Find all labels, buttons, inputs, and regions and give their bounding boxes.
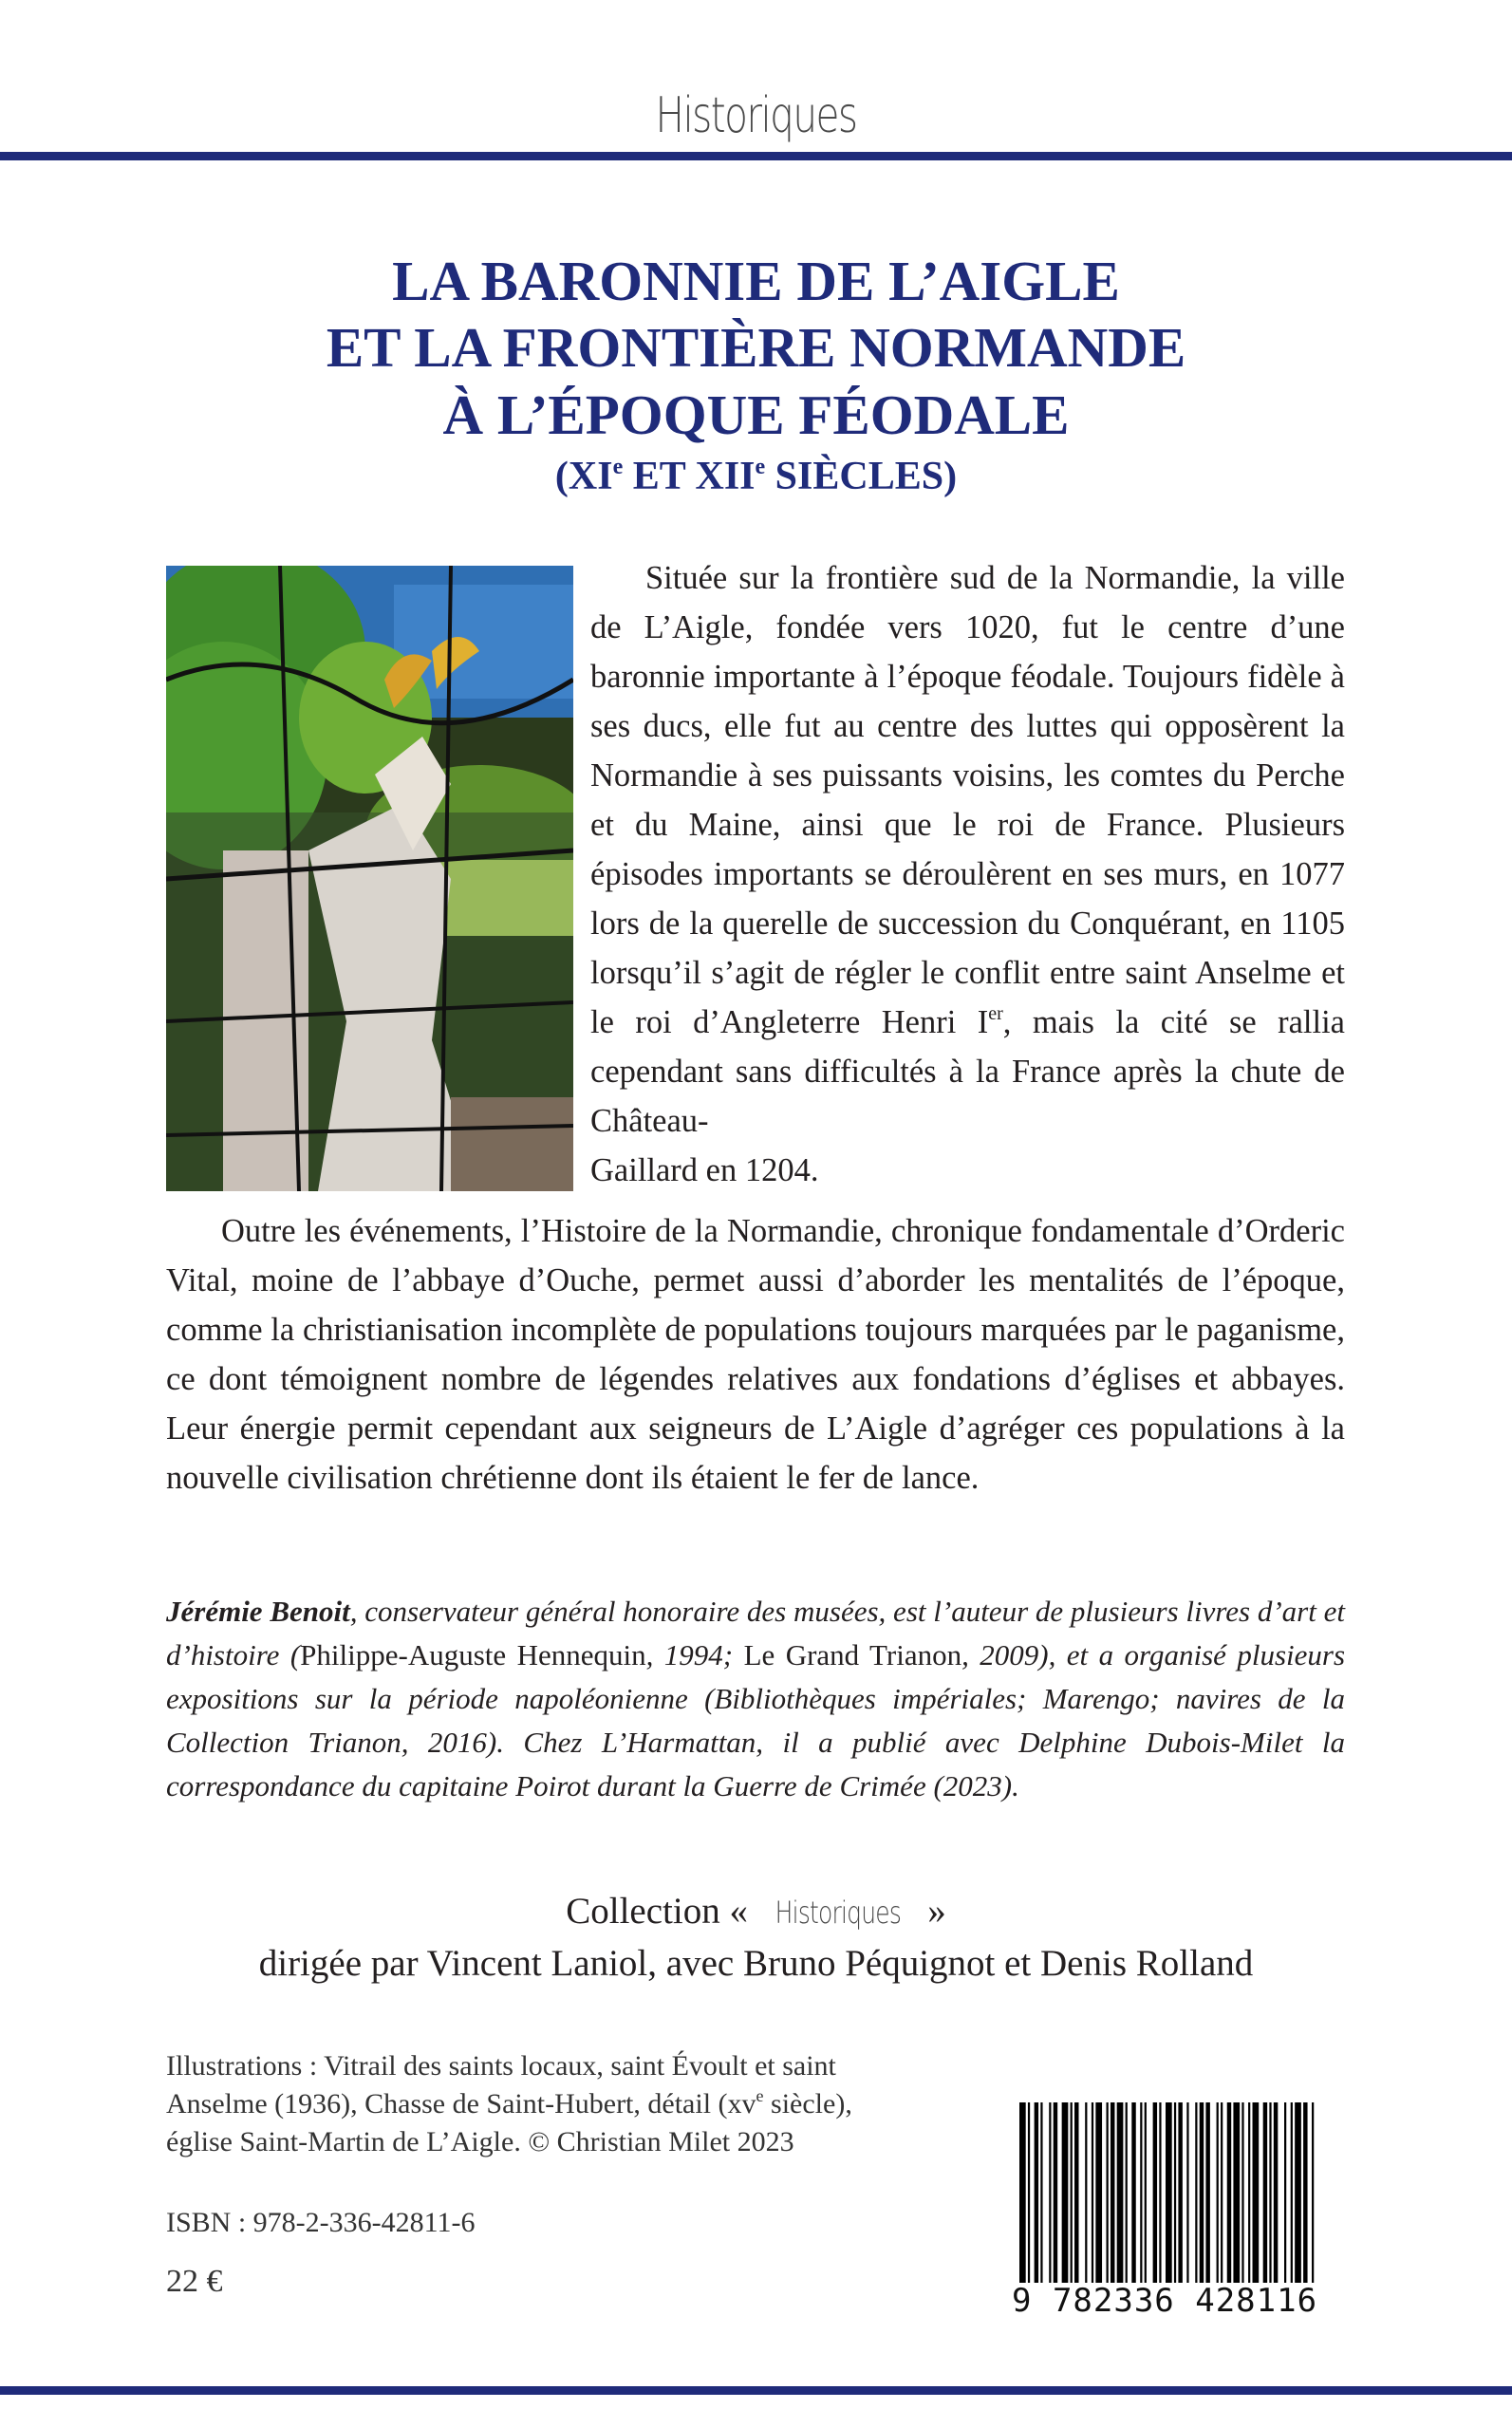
- barcode-bar: [1241, 2102, 1243, 2283]
- collection-line: Collection « Historiques »: [0, 1886, 1512, 1938]
- barcode-bar: [1233, 2102, 1240, 2283]
- barcode-digits: 9 782336 428116: [1012, 2282, 1318, 2320]
- price: 22 €: [166, 2264, 223, 2299]
- barcode-bar: [1107, 2102, 1109, 2283]
- barcode-bar: [1253, 2102, 1260, 2283]
- barcode-bar: [1166, 2102, 1172, 2283]
- author-name: Jérémie Benoit: [166, 1595, 350, 1628]
- barcode-bar: [1040, 2102, 1042, 2283]
- top-rule: [0, 152, 1512, 160]
- barcode-bar: [1312, 2102, 1314, 2283]
- barcode-bar: [1195, 2102, 1197, 2283]
- barcode-bar: [1117, 2102, 1124, 2283]
- barcode-bar: [1178, 2102, 1182, 2283]
- barcode-bar: [1291, 2102, 1293, 2283]
- collection-logo: Historiques: [775, 1895, 901, 1931]
- barcode-bar: [1071, 2102, 1073, 2283]
- paragraph-2: Outre les événements, l’Histoire de la Normandie, chronique fondamentale d’Orderic Vital, moine de l’abbaye d’Ouche, permet aussi d’aborder les mentalités de l’époque, comme la christianisation incomplète de populations toujours marquées par le paganisme, ce dont témoignent nombre de légendes relatives aux fondations d’églises et abbayes. Leur énergie permit cependant aux seigneurs de L’Aigle d’agréger ces populations à la nouvelle civilisation chrétienne dont ils étaient le fer de lance.: [166, 1213, 1345, 1496]
- barcode-bar: [1062, 2102, 1069, 2283]
- series-logo: Historiques: [655, 87, 857, 144]
- barcode-bar: [1186, 2102, 1188, 2283]
- barcode-bar: [1092, 2102, 1093, 2283]
- barcode-bar: [1274, 2102, 1278, 2283]
- barcode-bar: [1111, 2102, 1114, 2283]
- title-line-2: ET LA FRONTIÈRE NORMANDE: [326, 316, 1186, 379]
- barcode-bar: [1054, 2102, 1057, 2283]
- stained-glass-illustration: [166, 566, 573, 1191]
- barcode-bar: [1153, 2102, 1157, 2283]
- barcode-bar: [1095, 2102, 1102, 2283]
- barcode-bar: [1140, 2102, 1142, 2283]
- barcode-bar: [1200, 2102, 1204, 2283]
- isbn: ISBN : 978-2-336-42811-6: [166, 2207, 476, 2238]
- barcode-bar: [1221, 2102, 1223, 2283]
- barcode-bar: [1131, 2102, 1135, 2283]
- intro-last-line: Gaillard en 1204.: [590, 1152, 819, 1188]
- barcode-bar: [1028, 2102, 1030, 2283]
- barcode-bar: [1263, 2102, 1267, 2283]
- barcode-bar: [1269, 2102, 1271, 2283]
- barcode: [1012, 2099, 1347, 2287]
- barcode-bar: [1126, 2102, 1128, 2283]
- collection-directors: dirigée par Vincent Laniol, avec Bruno Péquignot et Denis Rolland: [258, 1943, 1254, 1984]
- barcode-bar: [1217, 2102, 1219, 2283]
- barcode-bar: [1074, 2102, 1078, 2283]
- author-bio: Jérémie Benoit, conservateur général honoraire des musées, est l’auteur de plusieurs livres d’art et d’histoire (Philippe-Auguste Hennequin, 1994; Le Grand Trianon, 2009), et a organisé plusieurs expositions sur la période napoléonienne (Bibliothèques impériales; Marengo; navires de la Collection Trianon, 2016). Chez L’Harmattan, il a publié avec Delphine Dubois-Milet la correspondance du capitaine Poirot durant la Guerre de Crimée (2023).: [166, 1595, 1346, 1802]
- illustration-credits: Illustrations : Vitrail des saints locaux, saint Évoult et saint Anselme (1936), Chasse de Saint-Hubert, détail ($xv^e$ siècle), église Saint-Martin de L’Aigle. © Christian Milet 2023: [166, 2050, 852, 2157]
- barcode-bar: [1248, 2102, 1250, 2283]
- title-line-1: LA BARONNIE DE L’AIGLE: [392, 250, 1120, 312]
- barcode-bar: [1145, 2102, 1147, 2283]
- barcode-bar: [1227, 2102, 1231, 2283]
- barcode-bar: [1019, 2102, 1026, 2283]
- barcode-bar: [1303, 2102, 1307, 2283]
- title-line-3: À L’ÉPOQUE FÉODALE: [442, 383, 1070, 446]
- barcode-bar: [1035, 2102, 1038, 2283]
- intro-paragraph: Située sur la frontière sud de la Normandie, la ville de L’Aigle, fondée vers 1020, fut le centre d’une baronnie importante à l’époque féodale. Toujours fidèle à ses ducs, elle fut au centre des luttes qui opposèrent la Normandie à ses puissants voisins, les comtes du Perche et du Maine, ainsi que le roi de France. Plusieurs épisodes importants se déroulèrent en ses murs, en 1077 lors de la querelle de succession du Conquérant, en 1105 lorsqu’il s’agit de régler le conflit entre saint Anselme et le roi d’Angleterre Henri Ier, mais la cité se rallia cependant sans difficultés à la France après la chute de Château- Gaillard en 1204.: [590, 553, 1345, 1195]
- barcode-bar: [1085, 2102, 1087, 2283]
- barcode-bar: [1284, 2102, 1286, 2283]
- barcode-bar: [1295, 2102, 1301, 2283]
- barcode-bar: [1049, 2102, 1051, 2283]
- title-subtitle: (XIe ET XIIe SIÈCLES): [554, 455, 958, 498]
- barcode-bar: [1174, 2102, 1176, 2283]
- barcode-bar: [1159, 2102, 1161, 2283]
- bottom-rule: [0, 2386, 1512, 2395]
- barcode-bar: [1205, 2102, 1209, 2283]
